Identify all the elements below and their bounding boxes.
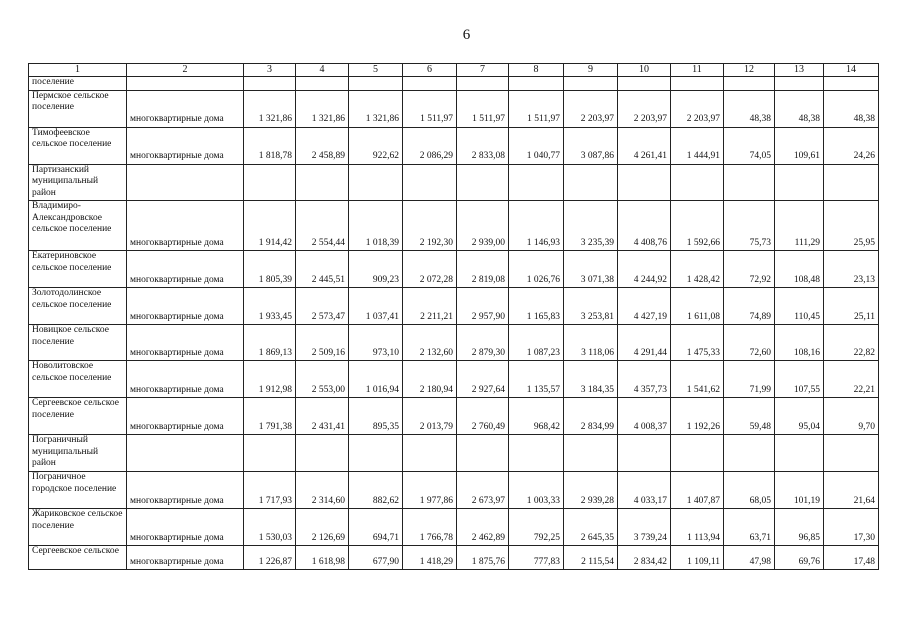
column-header: 2 <box>127 64 244 77</box>
value-cell: 25,11 <box>824 288 879 325</box>
value-cell: 2 957,90 <box>457 288 509 325</box>
value-cell: 4 408,76 <box>618 201 671 251</box>
column-header: 11 <box>671 64 724 77</box>
value-cell <box>403 164 457 201</box>
value-cell: 973,10 <box>349 325 403 361</box>
value-cell: 22,82 <box>824 325 879 361</box>
table-row <box>29 398 879 435</box>
value-cell <box>509 435 564 472</box>
settlement-name: Тимофеевское сельское поселение <box>29 127 127 164</box>
value-cell: 1 113,94 <box>671 509 724 546</box>
value-cell: 63,71 <box>724 509 775 546</box>
value-cell: 2 211,21 <box>403 288 457 325</box>
value-cell: 694,71 <box>349 509 403 546</box>
value-cell: 1 511,97 <box>457 90 509 127</box>
value-cell: 1 914,42 <box>244 201 296 251</box>
value-cell: 2 673,97 <box>457 472 509 509</box>
settlement-name: поселение <box>29 77 127 91</box>
settlement-name: Владимиро-Александровское сельское поселение <box>29 201 127 251</box>
value-cell: 1 933,45 <box>244 288 296 325</box>
value-cell: 2 760,49 <box>457 398 509 435</box>
value-cell: 4 427,19 <box>618 288 671 325</box>
value-cell: 17,48 <box>824 546 879 570</box>
value-cell: 2 203,97 <box>618 90 671 127</box>
value-cell: 1 226,87 <box>244 546 296 570</box>
value-cell: 922,62 <box>349 127 403 164</box>
value-cell: 1 146,93 <box>509 201 564 251</box>
housing-type: многоквартирные дома <box>127 472 244 509</box>
value-cell: 2 553,00 <box>296 361 349 398</box>
value-cell <box>349 164 403 201</box>
value-cell: 1 791,38 <box>244 398 296 435</box>
value-cell: 1 135,57 <box>509 361 564 398</box>
column-header: 3 <box>244 64 296 77</box>
value-cell <box>564 164 618 201</box>
value-cell: 3 118,06 <box>564 325 618 361</box>
value-cell: 4 357,73 <box>618 361 671 398</box>
page-number: 6 <box>462 27 471 43</box>
value-cell: 1 321,86 <box>296 90 349 127</box>
value-cell: 2 834,42 <box>618 546 671 570</box>
value-cell: 1 428,42 <box>671 251 724 288</box>
settlement-name: Пограничное городское поселение <box>29 472 127 509</box>
value-cell: 1 109,11 <box>671 546 724 570</box>
value-cell: 2 509,16 <box>296 325 349 361</box>
column-header: 6 <box>403 64 457 77</box>
value-cell <box>244 435 296 472</box>
column-header: 4 <box>296 64 349 77</box>
value-cell: 24,26 <box>824 127 879 164</box>
value-cell: 3 184,35 <box>564 361 618 398</box>
value-cell <box>824 77 879 91</box>
value-cell <box>349 435 403 472</box>
value-cell <box>457 164 509 201</box>
value-cell: 1 040,77 <box>509 127 564 164</box>
value-cell: 2 132,60 <box>403 325 457 361</box>
value-cell: 4 244,92 <box>618 251 671 288</box>
value-cell: 1 912,98 <box>244 361 296 398</box>
value-cell: 25,95 <box>824 201 879 251</box>
value-cell: 48,38 <box>724 90 775 127</box>
settlement-name: Партизанский муниципальный район <box>29 164 127 201</box>
column-header: 9 <box>564 64 618 77</box>
housing-type <box>127 164 244 201</box>
value-cell: 2 314,60 <box>296 472 349 509</box>
value-cell: 968,42 <box>509 398 564 435</box>
value-cell <box>618 435 671 472</box>
value-cell <box>403 435 457 472</box>
value-cell: 792,25 <box>509 509 564 546</box>
value-cell <box>296 435 349 472</box>
housing-type <box>127 435 244 472</box>
value-cell <box>403 77 457 91</box>
value-cell <box>724 77 775 91</box>
value-cell: 1 165,83 <box>509 288 564 325</box>
value-cell: 2 192,30 <box>403 201 457 251</box>
housing-type: многоквартирные дома <box>127 127 244 164</box>
table-row <box>29 288 879 325</box>
value-cell: 1 444,91 <box>671 127 724 164</box>
value-cell: 3 235,39 <box>564 201 618 251</box>
value-cell: 74,05 <box>724 127 775 164</box>
value-cell <box>824 435 879 472</box>
table-row <box>29 361 879 398</box>
settlement-name: Золотодолинское сельское поселение <box>29 288 127 325</box>
value-cell: 74,89 <box>724 288 775 325</box>
value-cell: 107,55 <box>775 361 824 398</box>
value-cell: 22,21 <box>824 361 879 398</box>
settlement-name: Жариковское сельское поселение <box>29 509 127 546</box>
table-row <box>29 472 879 509</box>
value-cell <box>564 77 618 91</box>
value-cell: 68,05 <box>724 472 775 509</box>
value-cell: 3 253,81 <box>564 288 618 325</box>
value-cell: 21,64 <box>824 472 879 509</box>
value-cell: 23,13 <box>824 251 879 288</box>
value-cell: 71,99 <box>724 361 775 398</box>
value-cell <box>564 435 618 472</box>
value-cell: 59,48 <box>724 398 775 435</box>
value-cell: 4 008,37 <box>618 398 671 435</box>
column-header: 14 <box>824 64 879 77</box>
value-cell: 2 115,54 <box>564 546 618 570</box>
value-cell: 75,73 <box>724 201 775 251</box>
value-cell: 95,04 <box>775 398 824 435</box>
value-cell: 101,19 <box>775 472 824 509</box>
column-header: 1 <box>29 64 127 77</box>
value-cell: 2 203,97 <box>564 90 618 127</box>
value-cell: 4 033,17 <box>618 472 671 509</box>
table-row <box>29 325 879 361</box>
value-cell <box>724 435 775 472</box>
value-cell: 2 462,89 <box>457 509 509 546</box>
value-cell: 2 645,35 <box>564 509 618 546</box>
value-cell: 1 530,03 <box>244 509 296 546</box>
value-cell: 2 939,00 <box>457 201 509 251</box>
value-cell: 2 126,69 <box>296 509 349 546</box>
value-cell: 1 977,86 <box>403 472 457 509</box>
value-cell <box>724 164 775 201</box>
value-cell: 1 418,29 <box>403 546 457 570</box>
value-cell: 48,38 <box>824 90 879 127</box>
value-cell: 1 018,39 <box>349 201 403 251</box>
value-cell: 1 321,86 <box>244 90 296 127</box>
value-cell: 2 927,64 <box>457 361 509 398</box>
value-cell: 3 087,86 <box>564 127 618 164</box>
value-cell: 1 037,41 <box>349 288 403 325</box>
table-row <box>29 127 879 164</box>
column-header: 5 <box>349 64 403 77</box>
value-cell: 1 541,62 <box>671 361 724 398</box>
value-cell: 1 592,66 <box>671 201 724 251</box>
value-cell: 1 766,78 <box>403 509 457 546</box>
value-cell <box>618 77 671 91</box>
value-cell: 109,61 <box>775 127 824 164</box>
value-cell <box>618 164 671 201</box>
column-header: 12 <box>724 64 775 77</box>
value-cell: 108,16 <box>775 325 824 361</box>
table-row <box>29 546 879 570</box>
table-row <box>29 164 879 201</box>
value-cell: 895,35 <box>349 398 403 435</box>
value-cell: 1 611,08 <box>671 288 724 325</box>
header-row <box>29 64 879 77</box>
table-body <box>29 64 879 570</box>
value-cell: 1 818,78 <box>244 127 296 164</box>
value-cell: 2 013,79 <box>403 398 457 435</box>
value-cell: 2 458,89 <box>296 127 349 164</box>
value-cell: 909,23 <box>349 251 403 288</box>
table-row <box>29 90 879 127</box>
value-cell <box>775 164 824 201</box>
value-cell: 777,83 <box>509 546 564 570</box>
value-cell: 2 072,28 <box>403 251 457 288</box>
value-cell: 882,62 <box>349 472 403 509</box>
value-cell: 2 180,94 <box>403 361 457 398</box>
value-cell <box>509 164 564 201</box>
value-cell: 2 445,51 <box>296 251 349 288</box>
value-cell: 1 192,26 <box>671 398 724 435</box>
column-header: 7 <box>457 64 509 77</box>
settlement-name: Новолитовское сельское поселение <box>29 361 127 398</box>
settlement-name: Пограничный муниципальный район <box>29 435 127 472</box>
value-cell: 2 879,30 <box>457 325 509 361</box>
value-cell: 2 203,97 <box>671 90 724 127</box>
housing-type: многоквартирные дома <box>127 509 244 546</box>
value-cell: 47,98 <box>724 546 775 570</box>
table-row <box>29 201 879 251</box>
value-cell <box>457 435 509 472</box>
value-cell: 1 869,13 <box>244 325 296 361</box>
value-cell <box>509 77 564 91</box>
value-cell: 9,70 <box>824 398 879 435</box>
value-cell: 2 833,08 <box>457 127 509 164</box>
value-cell: 108,48 <box>775 251 824 288</box>
value-cell <box>775 435 824 472</box>
value-cell: 1 618,98 <box>296 546 349 570</box>
value-cell: 677,90 <box>349 546 403 570</box>
value-cell: 4 261,41 <box>618 127 671 164</box>
value-cell <box>244 164 296 201</box>
column-header: 10 <box>618 64 671 77</box>
value-cell: 1 016,94 <box>349 361 403 398</box>
housing-type <box>127 77 244 91</box>
table-row <box>29 509 879 546</box>
value-cell: 1 003,33 <box>509 472 564 509</box>
value-cell <box>671 435 724 472</box>
value-cell: 1 321,86 <box>349 90 403 127</box>
value-cell: 69,76 <box>775 546 824 570</box>
value-cell: 3 071,38 <box>564 251 618 288</box>
value-cell: 1 717,93 <box>244 472 296 509</box>
settlement-name: Сергеевское сельское поселение <box>29 398 127 435</box>
value-cell: 2 819,08 <box>457 251 509 288</box>
value-cell: 1 875,76 <box>457 546 509 570</box>
value-cell: 1 087,23 <box>509 325 564 361</box>
value-cell: 2 554,44 <box>296 201 349 251</box>
settlement-name: Сергеевское сельское <box>29 546 127 570</box>
housing-type: многоквартирные дома <box>127 325 244 361</box>
value-cell <box>824 164 879 201</box>
value-cell: 1 511,97 <box>509 90 564 127</box>
value-cell <box>296 77 349 91</box>
settlement-name: Пермское сельское поселение <box>29 90 127 127</box>
value-cell: 110,45 <box>775 288 824 325</box>
housing-type: многоквартирные дома <box>127 251 244 288</box>
housing-type: многоквартирные дома <box>127 546 244 570</box>
table-row <box>29 251 879 288</box>
housing-type: многоквартирные дома <box>127 90 244 127</box>
value-cell: 96,85 <box>775 509 824 546</box>
value-cell: 2 573,47 <box>296 288 349 325</box>
settlement-name: Екатериновское сельское поселение <box>29 251 127 288</box>
value-cell: 1 511,97 <box>403 90 457 127</box>
value-cell: 1 026,76 <box>509 251 564 288</box>
tariff-table <box>28 63 879 570</box>
value-cell: 72,92 <box>724 251 775 288</box>
housing-type: многоквартирные дома <box>127 361 244 398</box>
value-cell <box>457 77 509 91</box>
value-cell <box>671 77 724 91</box>
value-cell <box>775 77 824 91</box>
value-cell: 3 739,24 <box>618 509 671 546</box>
value-cell: 2 834,99 <box>564 398 618 435</box>
value-cell: 1 475,33 <box>671 325 724 361</box>
value-cell <box>296 164 349 201</box>
table-row <box>29 77 879 91</box>
value-cell <box>671 164 724 201</box>
settlement-name: Новицкое сельское поселение <box>29 325 127 361</box>
value-cell: 17,30 <box>824 509 879 546</box>
table-row <box>29 435 879 472</box>
value-cell: 4 291,44 <box>618 325 671 361</box>
housing-type: многоквартирные дома <box>127 201 244 251</box>
value-cell: 2 431,41 <box>296 398 349 435</box>
housing-type: многоквартирные дома <box>127 288 244 325</box>
value-cell <box>349 77 403 91</box>
value-cell: 2 939,28 <box>564 472 618 509</box>
value-cell: 2 086,29 <box>403 127 457 164</box>
value-cell: 111,29 <box>775 201 824 251</box>
value-cell: 72,60 <box>724 325 775 361</box>
column-header: 13 <box>775 64 824 77</box>
value-cell: 48,38 <box>775 90 824 127</box>
value-cell <box>244 77 296 91</box>
column-header: 8 <box>509 64 564 77</box>
value-cell: 1 805,39 <box>244 251 296 288</box>
value-cell: 1 407,87 <box>671 472 724 509</box>
housing-type: многоквартирные дома <box>127 398 244 435</box>
